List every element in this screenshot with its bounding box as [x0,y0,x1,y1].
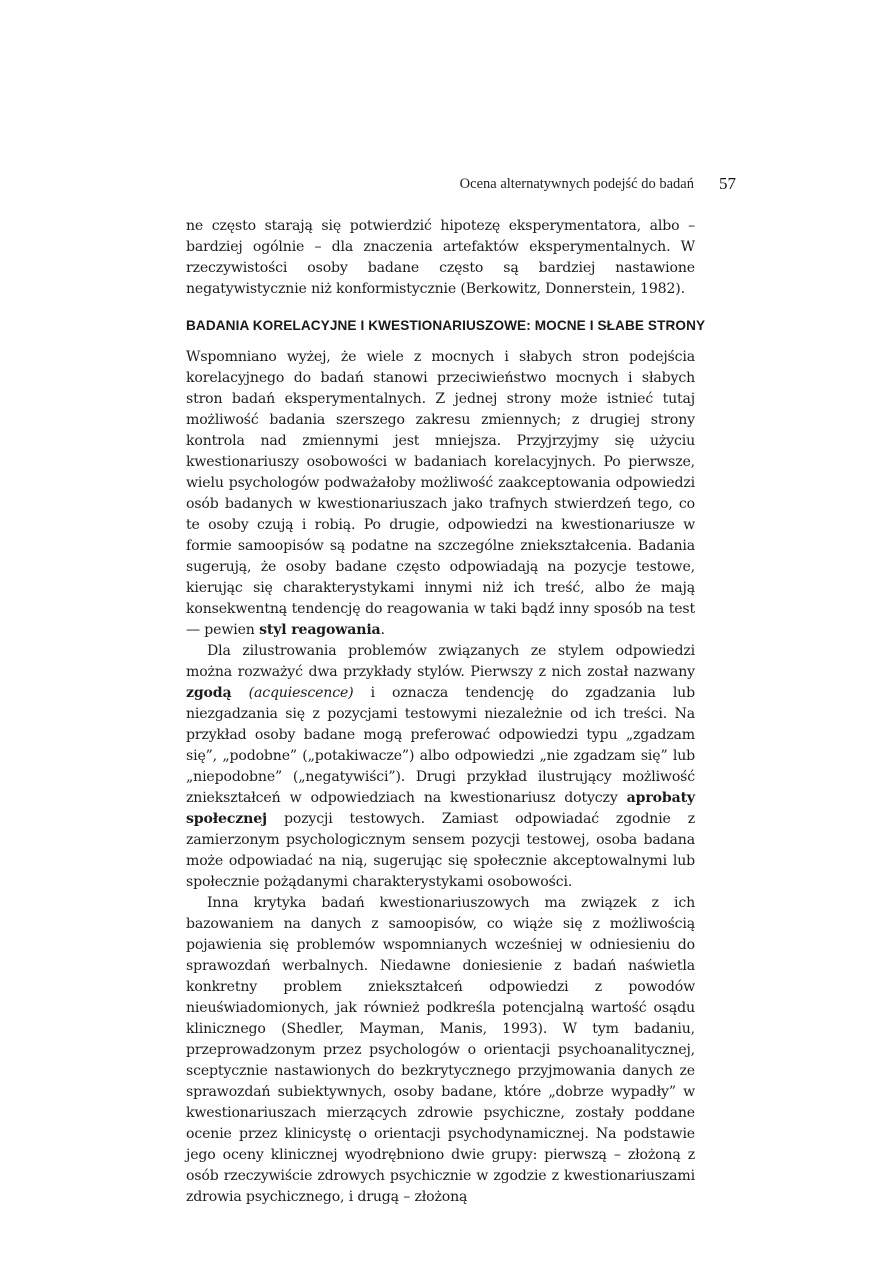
paragraph-2-part-b: i oznacza tendencję do zgadzania lub niezgadzania się z pozycjami testowymi niezależnie od ich treści. Na przykład osoby badane mogą preferować odpowiedzi typu „zgadzam się”, „podobne” („potakiwacze”) albo odpowiedzi „nie zgadzam się” lub „niepodobne” („negatywiści”). Drugi przykład ilustrujący możliwość zniekształceń w odpowiedziach na kwestionariusz dotyczy [186,685,695,806]
term-social-desirability: aprobaty społecznej [186,790,695,827]
paragraph-3: Inna krytyka badań kwestionariuszowych ma związek z ich bazowaniem na danych z samoopisów, co wiąże się z możliwością pojawienia się problemów wspomnianych wcześniej w odniesieniu do sprawozdań werbalnych. Niedawne doniesienie z badań naświetla konkretny problem zniekształceń odpowiedzi z powodów nieuświadomionych, jak również podkreśla potencjalną wartość osądu klinicznego (Shedler, Mayman, Manis, 1993). W tym badaniu, przeprowadzonym przez psychologów o orientacji psychoanalitycznej, sceptycznie nastawionych do bezkrytycznego przyjmowania danych ze sprawozdań subiektywnych, osoby badane, które „dobrze wypadły” w kwestionariuszach mierzących zdrowie psychiczne, zostały poddane ocenie przez klinicystę o orientacji psychodynamicznej. Na podstawie jego oceny klinicznej wyodrębniono dwie grupy: pierwszą – złożoną z osób rzeczywiście zdrowych psychicznie w zgodzie z kwestionariuszami zdrowia psychicznego, i drugą – złożoną [186,895,695,1205]
paragraph-2-part-c: pozycji testowych. Zamiast odpowiadać zgodnie z zamierzonym psychologicznym sensem pozycji testowej, osoba badana może odpowiadać na nią, sugerując się społecznie akceptowalnymi lub społecznie pożądanymi charakterystykami osobowości. [186,811,695,890]
intro-paragraph: ne często starają się potwierdzić hipotezę eksperymentatora, albo – bardziej ogólnie – dla znaczenia artefaktów eksperymentalnych. W rzeczywistości osoby badane często są bardziej nastawione negatywistycznie niż konformistycznie (Berkowitz, Donnerstein, 1982). [186,218,695,297]
section-heading: BADANIA KORELACYJNE I KWESTIONARIUSZOWE: MOCNE I SŁABE STRONY [186,318,706,333]
paragraph-1-text: Wspomniano wyżej, że wiele z mocnych i słabych stron podejścia korelacyjnego do badań stanowi przeciwieństwo mocnych i słabych stron badań eksperymentalnych. Z jednej strony może istnieć tutaj możliwość badania szerszego zakresu zmiennych; z drugiej strony kontrola nad zmiennymi jest mniejsza. Przyjrzyjmy się użyciu kwestionariuszy osobowości w badaniach korelacyjnych. Po pierwsze, wielu psychologów podważałoby możliwość zaakceptowania odpowiedzi osób badanych w kwestionariuszach jako trafnych stwierdzeń tego, co te osoby czują i robią. Po drugie, odpowiedzi na kwestionariusze w formie samoopisów są podatne na szczególne zniekształcenia. Badania sugerują, że osoby badane często odpowiadają na pozycje testowe, kierując się charakterystykami innymi niż ich treść, albo że mają konsekwentną tendencję do reagowania w taki bądź inny sposób na test — pewien [186,349,695,638]
paragraph-1-end: . [380,622,385,638]
section-body [186,347,695,1208]
term-acquiescence: zgodą [186,685,232,701]
intro-paragraph-block [186,216,695,300]
paragraph-2-part-a: Dla zilustrowania problemów związanych ze stylem odpowiedzi można rozważyć dwa przykłady stylów. Pierwszy z nich został nazwany [186,643,695,680]
term-acquiescence-english: (acquiescence) [248,685,354,701]
paragraph-2 [186,641,695,893]
running-head-title: Ocena alternatywnych podejść do badań [459,176,694,192]
running-head [186,174,736,196]
term-response-style: styl reagowania [259,622,381,638]
paragraph-1 [186,347,695,641]
page-number: 57 [719,174,736,193]
